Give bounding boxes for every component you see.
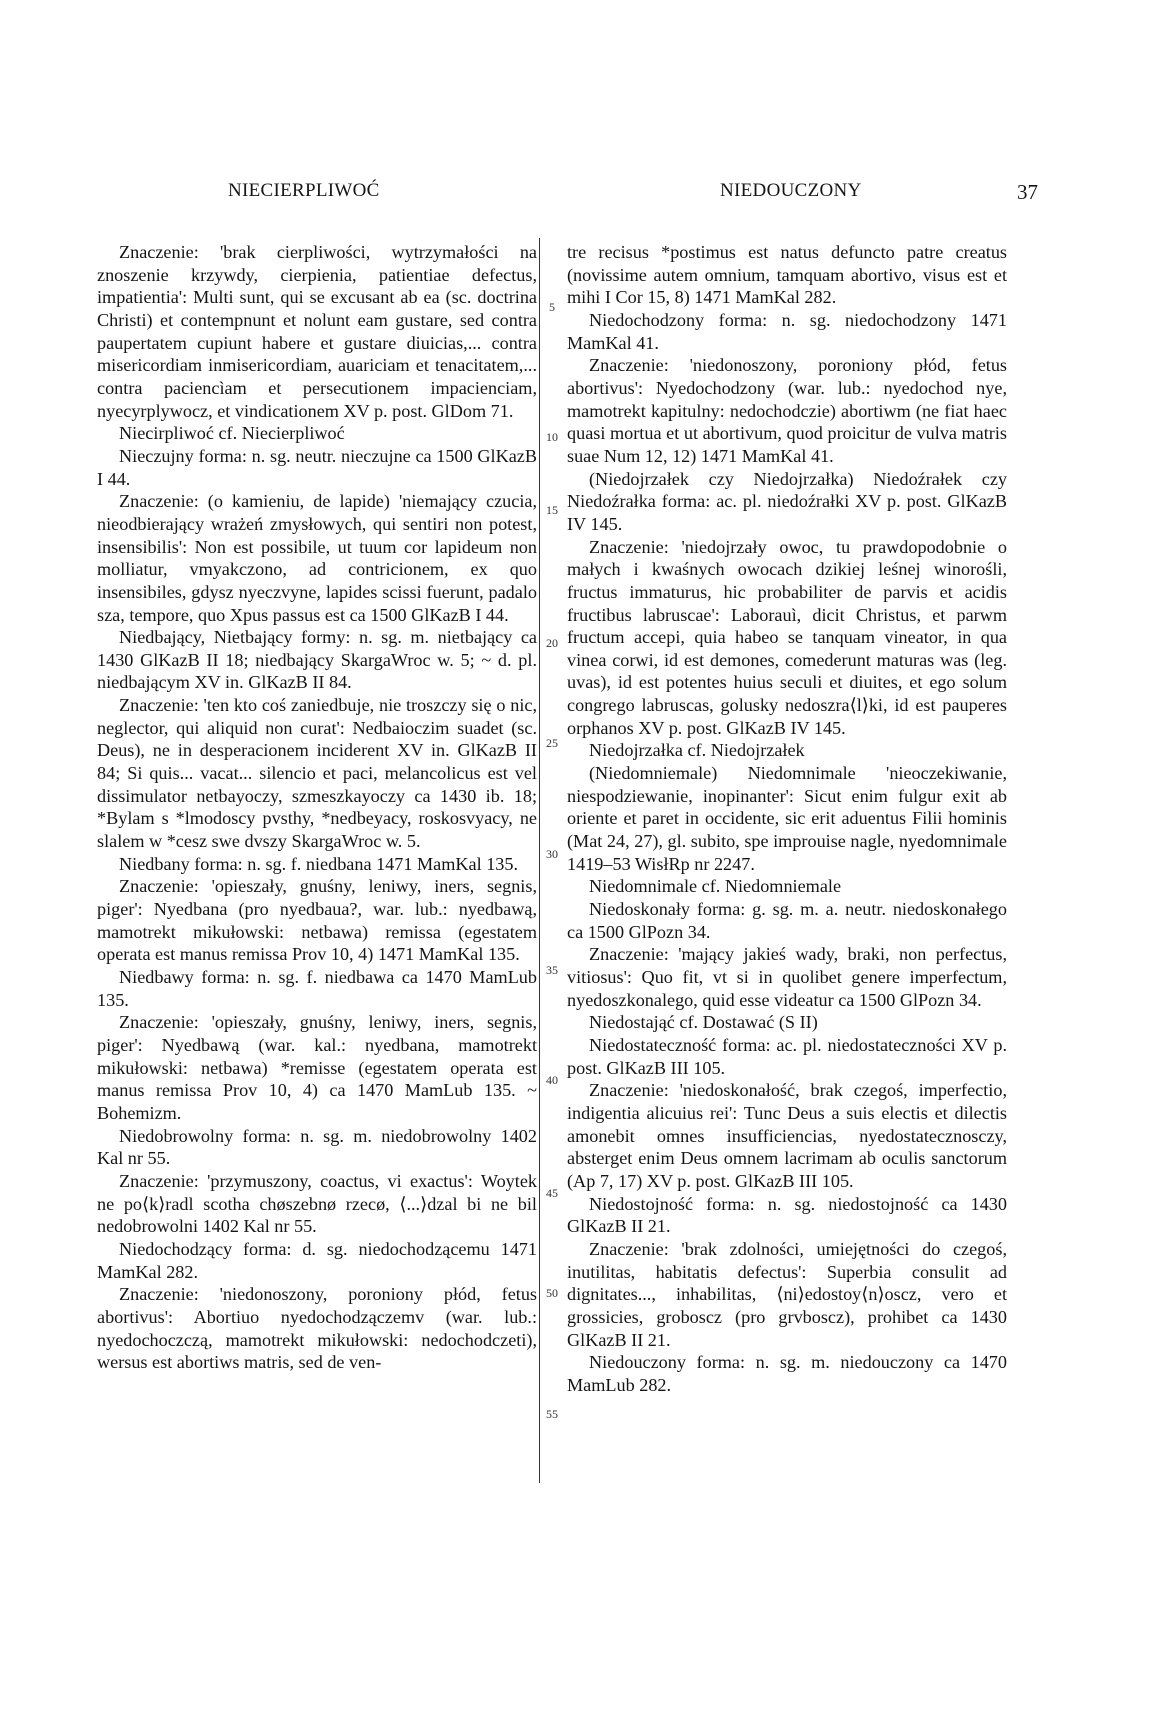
entry-paragraph: Znaczenie: 'niedoskonałość, brak czegoś, imperfectio, indigentia alicuius rei': Tunc Deus a suis electis et dilectis amonebit omnes insufficiencias, nyedostatecznosczy, absterget enim Deus omnem lacrimam ab oculis sanctorum (Ap 7, 17) XV p. post. GlKazB III 105. — [567, 1080, 1007, 1191]
page-number: 37 — [1017, 180, 1038, 204]
entry-paragraph: Nieczujny forma: n. sg. neutr. nieczujne ca 1500 GlKazB I 44. — [97, 445, 537, 489]
line-number: 50 — [546, 1286, 558, 1300]
line-number: 25 — [546, 736, 558, 750]
right-column — [567, 241, 1007, 1396]
entry-paragraph: Znaczenie: 'przymuszony, coactus, vi exactus': Woytek ne po⟨k⟩radl scotha chøszebnø rzecø, ⟨...⟩dzal bi ne bil nedobrowolni 1402 Kal nr 55. — [97, 1170, 537, 1237]
entry-paragraph: Niedostająć cf. Dostawać (S II) — [589, 1012, 818, 1033]
entry-paragraph: Znaczenie: 'mający jakieś wady, braki, non perfectus, vitiosus': Quo fit, vt si in quolibet genere imperfectum, nyedoszkonalego, quid esse videatur ca 1500 GlPozn 34. — [567, 944, 1007, 1010]
line-number: 5 — [549, 300, 555, 314]
entry-paragraph: Niedbany forma: n. sg. f. niedbana 1471 MamKal 135. — [119, 853, 519, 874]
column-divider — [539, 238, 540, 1483]
line-number: 30 — [546, 847, 558, 861]
entry-paragraph: Znaczenie: 'niedonoszony, poroniony płód, fetus abortivus': Nyedochodzony (war. lub.: nyedochod nye, mamotrekt kapitulny: nedochodczie) abortiwm (ne fiat haec quasi mortua et ut abortivum, quod proicitur de vulva matris suae Num 12, 12) 1471 MamKal 41. — [567, 355, 1007, 466]
running-head-left: NIECIERPLIWOĆ — [228, 180, 380, 201]
line-number: 20 — [546, 636, 558, 650]
entry-paragraph: Niedbawy forma: n. sg. f. niedbawa ca 1470 MamLub 135. — [97, 967, 537, 1010]
entry-paragraph: (Niedojrzałek czy Niedojrzałka) Niedoźrałek czy Niedoźrałka forma: ac. pl. niedoźrałki XV p. post. GlKazB IV 145. — [567, 468, 1007, 534]
entry-paragraph: Znaczenie: 'niedojrzały owoc, tu prawdopodobnie o małych i kwaśnych owocach dzikiej leśnej winorośli, fructus immaturus, hic probabiliter de parvis et acidis fructibus labruscae': Laborauì, dicit Christus, et parwm fructum accepi, quia habeo se tanquam vineator, in qua vinea corwi, id est demones, comederunt maturas was (leg. uvas), id est potentes huius seculi et diuites, et ego solum congrego labruscas, golusky nedoszra⟨l⟩ki, id est pauperes orphanos XV p. post. GlKazB IV 145. — [567, 536, 1007, 738]
entry-paragraph: Niedostateczność forma: ac. pl. niedostateczności XV p. post. GlKazB III 105. — [567, 1034, 1007, 1078]
entry-paragraph: Znaczenie: 'niedonoszony, poroniony płód, fetus abortivus': Abortiuo nyedochodzączemv (war. lub.: nyedochoczczą, mamotrekt mikułowski: nedochodczeti), wersus est abortiws matris, sed de ven- — [97, 1284, 537, 1373]
entry-paragraph: Niedomnimale cf. Niedomniemale — [589, 876, 842, 897]
entry-paragraph: Niedouczony forma: n. sg. m. niedouczony ca 1470 MamLub 282. — [567, 1352, 1007, 1395]
entry-paragraph: Niecirpliwoć cf. Niecierpliwoć — [119, 423, 345, 444]
entry-paragraph: Znaczenie: 'opieszały, gnuśny, leniwy, iners, segnis, piger': Nyedbana (pro nyedbaua?, war. lub.: nyedbawą, mamotrekt mikułowski: netbawa) remissa (egestatem operata est manus remissa Prov 10, 4) 1471 MamKal 135. — [97, 876, 537, 965]
line-number: 45 — [546, 1186, 558, 1200]
entry-paragraph: Niedoskonały forma: g. sg. m. a. neutr. niedoskonałego ca 1500 GlPozn 34. — [567, 899, 1007, 942]
entry-paragraph: Niedostojność forma: n. sg. niedostojność ca 1430 GlKazB II 21. — [567, 1193, 1007, 1237]
left-column — [97, 241, 537, 1374]
entry-paragraph: (Niedomniemale) Niedomnimale 'nieoczekiwanie, niespodziewanie, inopinanter': Sicut enim fulgur exit ab oriente et paret in occidente, sic erit aduentus Filii hominis (Mat 24, 27), gl. subito, spe improuise nagle, nyedomnimale 1419–53 WisłRp nr 2247. — [567, 763, 1007, 874]
entry-paragraph: Znaczenie: 'brak zdolności, umiejętności do czegoś, inutilitas, habitatis defectus': Superbia consulit ad dignitates..., inhabilitas, ⟨ni⟩edostoy⟨n⟩oscz, vero et grossicies, groboscz (pro grvboscz), prohibet ca 1430 GlKazB II 21. — [567, 1238, 1007, 1350]
line-number: 15 — [546, 503, 558, 517]
entry-paragraph: Znaczenie: 'opieszały, gnuśny, leniwy, iners, segnis, piger': Nyedbawą (war. kal.: nyedbana, mamotrekt mikułowski: netbawa) *remisse (egestatem operata est manus remissa Prov 10, 4) ca 1470 MamLub 135. ~ Bohemizm. — [97, 1012, 537, 1123]
line-number: 55 — [546, 1407, 558, 1421]
entry-paragraph: Znaczenie: (o kamieniu, de lapide) 'niemający czucia, nieodbierający wrażeń zmysłowych, qui sentiri non potest, insensibilis': Non est possibile, ut tuum cor lapideum non molliatur, vmyakczono, ad contricionem, ex quo insensibiles, gdysz nyeczvyne, lapides scissi fuerunt, padalo sza, tempore, quo Xpus passus est ca 1500 GlKazB I 44. — [97, 491, 537, 625]
entry-paragraph: Niedochodzący forma: d. sg. niedochodzącemu 1471 MamKal 282. — [97, 1238, 537, 1282]
entry-paragraph: tre recisus *postimus est natus defuncto patre creatus (novissime autem omnium, tamquam abortivo, visus est et mihi I Cor 15, 8) 1471 MamKal 282. — [567, 242, 1007, 308]
line-number: 35 — [546, 963, 558, 977]
entry-paragraph: Niedojrzałka cf. Niedojrzałek — [589, 740, 805, 761]
running-head-right: NIEDOUCZONY — [720, 180, 862, 201]
line-number: 10 — [546, 430, 558, 444]
entry-paragraph: Znaczenie: 'ten kto coś zaniedbuje, nie troszczy się o nic, neglector, qui aliquid non curat': Nedbaioczim suadet (sc. Deus), ne in desperacionem inciderent XV in. GlKazB II 84; Si quis... vacat... silencio et paci, melancolicus est vel dissimulator netbayoczy, szmeszkayoczy ca 1430 ib. 18; *Bylam s *lmodoscy pvsthy, *nedbeyacy, roskosvyacy, ne slalem w *cesz swe dvszy SkargaWroc w. 5. — [97, 695, 537, 852]
entry-paragraph: Niedbający, Nietbający formy: n. sg. m. nietbający ca 1430 GlKazB II 18; niedbający SkargaWroc w. 5; ~ d. pl. niedbającym XV in. GlKazB II 84. — [97, 627, 537, 693]
line-number: 40 — [546, 1073, 558, 1087]
entry-paragraph: Niedochodzony forma: n. sg. niedochodzony 1471 MamKal 41. — [567, 309, 1007, 353]
entry-paragraph: Niedobrowolny forma: n. sg. m. niedobrowolny 1402 Kal nr 55. — [97, 1125, 537, 1169]
entry-paragraph: Znaczenie: 'brak cierpliwości, wytrzymałości na znoszenie krzywdy, cierpienia, patientiae defectus, impatientia': Multi sunt, qui se excusant ab ea (sc. doctrina Christi) et contempnunt et nolunt eam gustare, sed contra paupertatem cupiunt habere et gustare diuicias,... contra misericordiam inmisericordiam, auariciam et tenacitatem,... contra paciencìam et persecutionem impacienciam, nyecyrplywocz, et vindicationem XV p. post. GlDom 71. — [97, 242, 537, 421]
